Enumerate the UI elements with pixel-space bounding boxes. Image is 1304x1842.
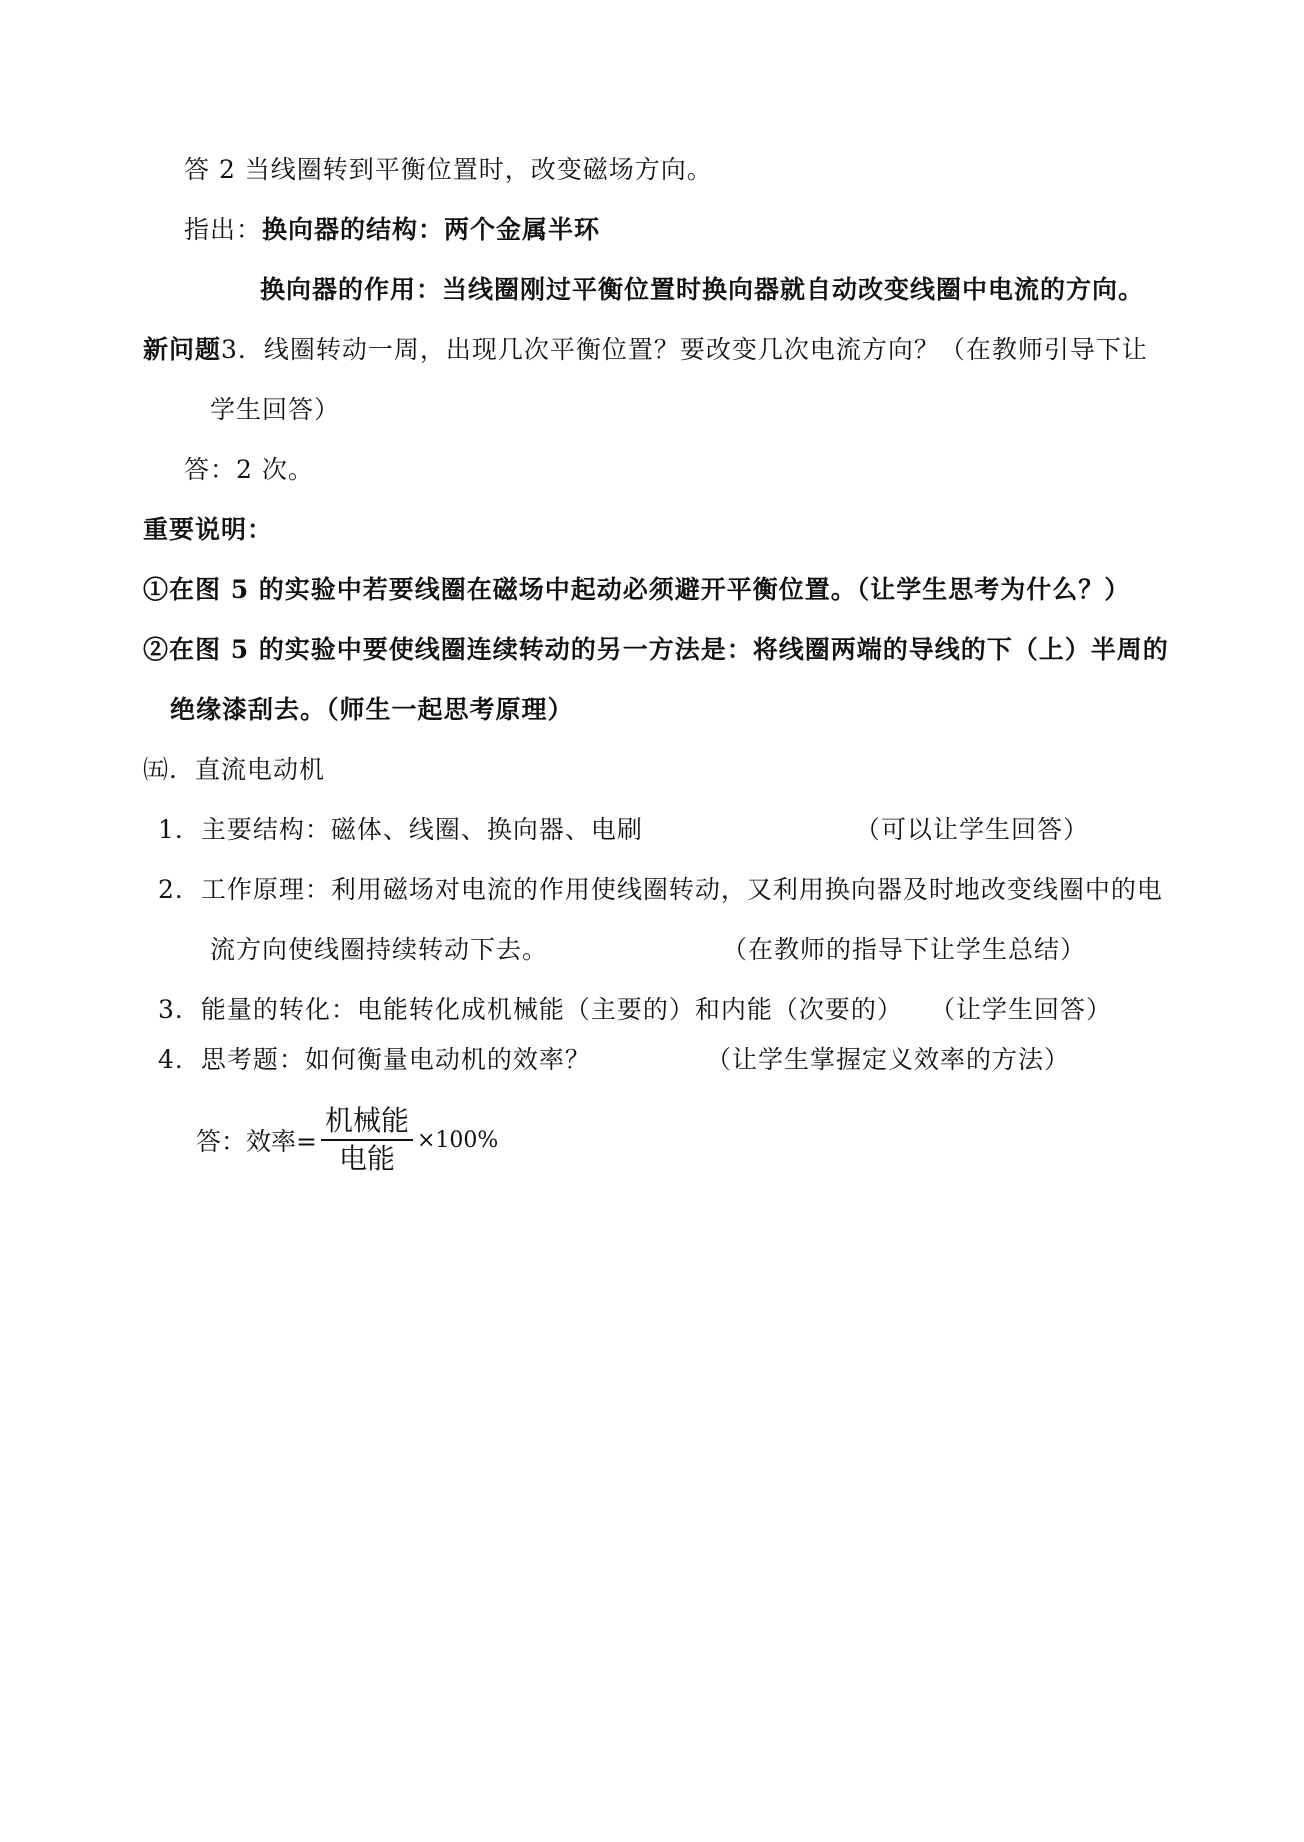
section-5-title: ㈤．直流电动机 [143, 755, 326, 784]
new-question-3 [143, 333, 1148, 367]
new-question-label: 新问题 [143, 335, 222, 364]
list-item-principle-cont: 流方向使线圈持续转动下去。 [210, 935, 549, 964]
question-3-answer: 答：2 次。 [184, 455, 314, 484]
point-out-label: 指出： [184, 215, 263, 244]
list-item-structure: 1．主要结构：磁体、线圈、换向器、电刷 [158, 815, 643, 844]
list-item-principle: 2．工作原理：利用磁场对电流的作用使线圈转动，又利用换向器及时地改变线圈中的电 [158, 875, 1163, 904]
important-heading: 重要说明： [143, 515, 274, 544]
commutator-structure: 换向器的结构：两个金属半环 [262, 215, 601, 244]
list-item-think: 4．思考题：如何衡量电动机的效率？ [158, 1045, 591, 1074]
formula-denominator: 电能 [338, 1142, 395, 1175]
list-item-energy-note: （让学生回答） [930, 995, 1113, 1024]
formula-fraction [321, 1103, 413, 1177]
note-1: ①在图 5 的实验中若要线圈在磁场中起动必须避开平衡位置。（让学生思考为什么？） [143, 575, 1131, 604]
commutator-function: 换向器的作用：当线圈刚过平衡位置时换向器就自动改变线圈中电流的方向。 [260, 275, 1145, 304]
list-item-principle-note: （在教师的指导下让学生总结） [722, 935, 1087, 964]
list-item-think-note: （让学生掌握定义效率的方法） [706, 1045, 1071, 1074]
answer-2: 答 2 当线圈转到平衡位置时，改变磁场方向。 [184, 155, 713, 184]
efficiency-formula [196, 1095, 498, 1185]
new-question-3-cont: 学生回答） [210, 395, 341, 424]
new-question-text: 3．线圈转动一周，出现几次平衡位置？要改变几次电流方向？（在教师引导下让 [221, 335, 1148, 364]
list-item-structure-note: （可以让学生回答） [855, 815, 1090, 844]
formula-numerator: 机械能 [324, 1104, 409, 1137]
note-2: ②在图 5 的实验中要使线圈连续转动的另一方法是：将线圈两端的导线的下（上）半周的 [143, 635, 1169, 664]
note-2-cont: 绝缘漆刮去。（师生一起思考原理） [170, 695, 574, 724]
point-out-structure-line [184, 213, 600, 247]
list-item-energy: 3．能量的转化：电能转化成机械能（主要的）和内能（次要的） [158, 995, 903, 1024]
formula-suffix: ×100% [416, 1127, 499, 1153]
formula-prefix: 答：效率= [196, 1127, 317, 1156]
